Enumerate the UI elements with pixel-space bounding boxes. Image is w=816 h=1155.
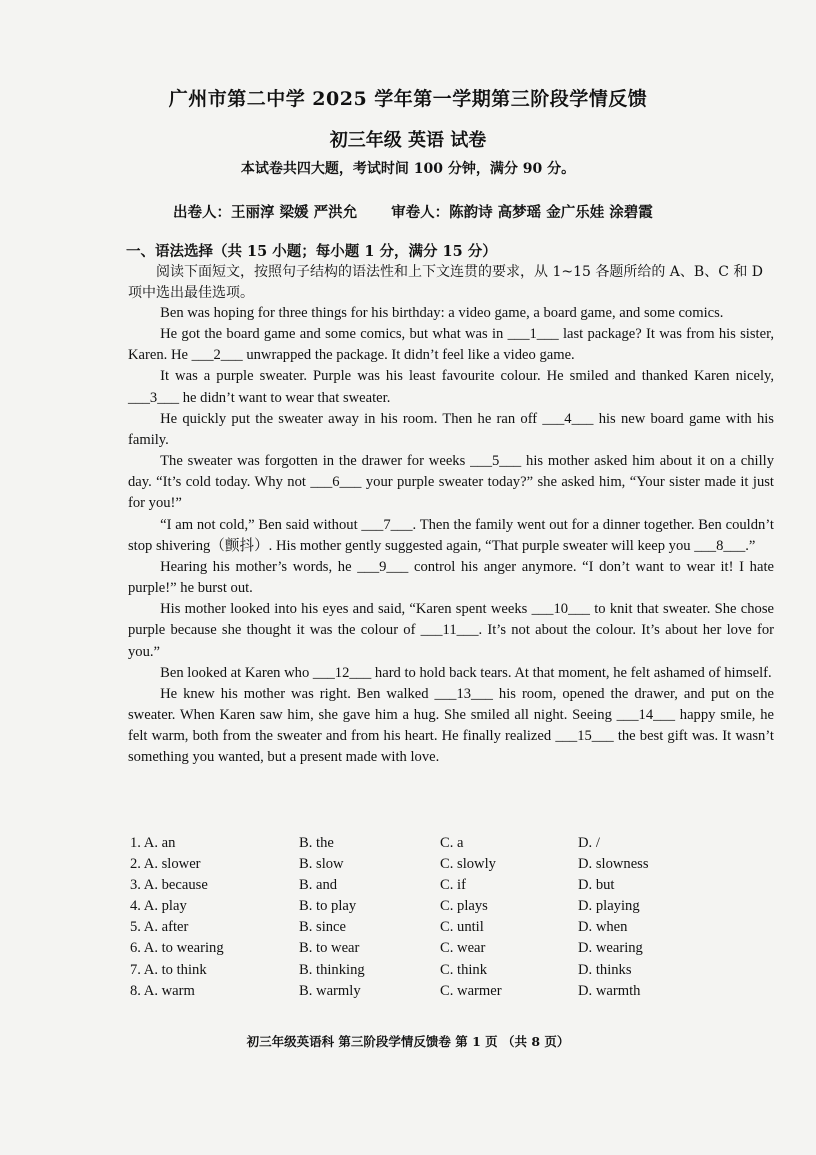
passage-paragraph: Ben looked at Karen who ___12___ hard to hold back tears. At that moment, he felt ashamed of himself. <box>160 664 772 681</box>
option-d: D. when <box>578 919 628 936</box>
option-d: D. wearing <box>578 940 643 957</box>
passage-paragraph: It was a purple sweater. Purple was his least favourite colour. He smiled and thanked Karen nicely, ___3___ he didn’t want to wear that sweater. <box>128 368 774 406</box>
option-d: D. / <box>578 835 600 851</box>
question-row <box>130 917 730 938</box>
option-d: D. thinks <box>578 961 632 978</box>
setters-line: 出卷人：王丽淳 梁媛 严洪允 <box>173 204 358 221</box>
answer-options <box>130 833 730 1002</box>
reading-passage <box>128 303 774 768</box>
option-c: C. plays <box>440 898 488 915</box>
passage-paragraph: His mother looked into his eyes and said, “Karen spent weeks ___10___ to knit that sweater. She chose purple because she thought it was the colour of ___11___. It’s not about the colour. It’s about her love for you.” <box>128 601 774 660</box>
passage-paragraph: He quickly put the sweater away in his room. Then he ran off ___4___ his new board game with his family. <box>128 410 774 448</box>
option-a: 6. A. to wearing <box>130 940 224 957</box>
option-d: D. warmth <box>578 982 641 999</box>
option-b: B. thinking <box>299 961 365 978</box>
question-row <box>130 981 730 1002</box>
question-row <box>130 833 730 854</box>
option-b: B. to play <box>299 898 357 915</box>
section-instruction: 阅读下面短文，按照句子结构的语法性和上下文连贯的要求，从 1~15 各题所给的 A、B、C 和 D 项中选出最佳选项。 <box>128 264 764 301</box>
option-a: 8. A. warm <box>130 982 195 999</box>
option-d: D. but <box>578 877 615 894</box>
option-d: D. slowness <box>578 856 649 873</box>
option-b: B. to wear <box>299 940 360 957</box>
passage-paragraph: “I am not cold,” Ben said without ___7___. Then the family went out for a dinner together. Ben couldn’t stop shivering（颤抖）. His mother gently suggested again, “That purple sweater will keep you ___8___.” <box>128 516 774 554</box>
page-footer: 初三年级英语科 第三阶段学情反馈卷 第 1 页 （共 8 页） <box>246 1034 570 1049</box>
option-c: C. think <box>440 961 488 978</box>
option-a: 4. A. play <box>130 898 187 915</box>
question-row <box>130 896 730 917</box>
question-row <box>130 875 730 896</box>
option-c: C. a <box>440 835 464 851</box>
option-d: D. playing <box>578 898 640 915</box>
option-b: B. warmly <box>299 982 361 999</box>
option-a: 5. A. after <box>130 919 189 936</box>
option-b: B. and <box>299 877 338 894</box>
exam-info: 本试卷共四大题，考试时间 100 分钟，满分 90 分。 <box>240 161 576 177</box>
option-b: B. the <box>299 835 334 851</box>
option-c: C. if <box>440 877 466 894</box>
option-c: C. wear <box>440 940 486 957</box>
option-a: 7. A. to think <box>130 961 207 978</box>
option-c: C. warmer <box>440 982 502 999</box>
question-row <box>130 960 730 981</box>
reviewers-line: 审卷人：陈韵诗 高梦瑶 金广乐娃 涂碧霞 <box>391 204 653 221</box>
option-a: 2. A. slower <box>130 856 201 873</box>
exam-title: 广州市第二中学 2025 学年第一学期第三阶段学情反馈 <box>168 88 648 110</box>
exam-staff <box>173 201 653 222</box>
section-heading: 一、语法选择（共 15 小题；每小题 1 分，满分 15 分） <box>126 243 497 260</box>
option-b: B. slow <box>299 856 344 873</box>
passage-paragraph: Hearing his mother’s words, he ___9___ control his anger anymore. “I don’t want to wear it! I hate purple!” he burst out. <box>128 558 774 597</box>
passage-paragraph: He knew his mother was right. Ben walked ___13___ his room, opened the drawer, and put on the sweater. When Karen saw him, she gave him a hug. She smiled all night. Seeing ___14___ happy smile, he felt warm, both from the sweater and from his heart. He finally realized ___15___ the best gift was. It wasn’t something you wanted, but a present made with love. <box>128 685 774 766</box>
option-a: 3. A. because <box>130 877 208 894</box>
passage-paragraph: Ben was hoping for three things for his birthday: a video game, a board game, and some comics. <box>160 305 724 321</box>
question-row <box>130 938 730 959</box>
passage-paragraph: The sweater was forgotten in the drawer for weeks ___5___ his mother asked him about it on a chilly day. “It’s cold today. Why not ___6___ your purple sweater today?” she asked him, “Your sister made it just for you!” <box>128 453 774 512</box>
option-b: B. since <box>299 919 347 936</box>
option-a: 1. A. an <box>130 835 176 851</box>
question-row <box>130 854 730 875</box>
option-c: C. slowly <box>440 856 496 873</box>
passage-paragraph: He got the board game and some comics, but what was in ___1___ last package? It was from his sister, Karen. He ___2___ unwrapped the package. It didn’t feel like a video game. <box>128 326 774 364</box>
option-c: C. until <box>440 919 484 936</box>
exam-subtitle: 初三年级 英语 试卷 <box>329 130 487 151</box>
